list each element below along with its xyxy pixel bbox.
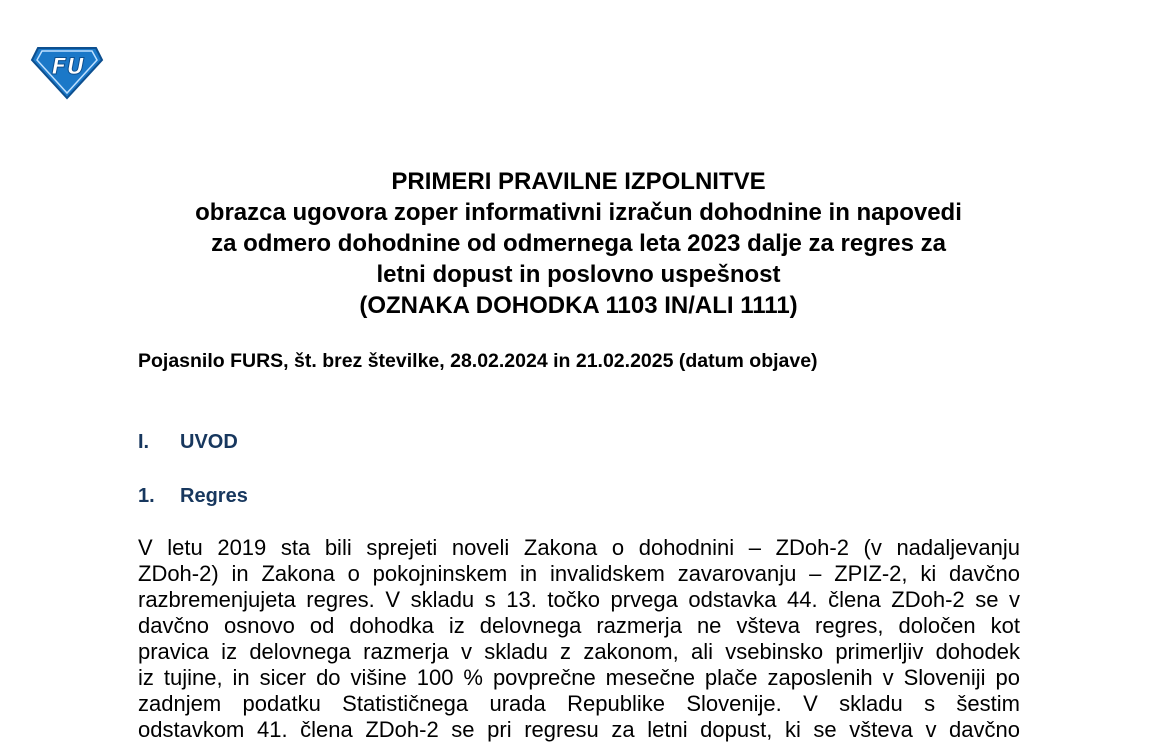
section-number: I.	[138, 431, 150, 453]
title-line-5: (OZNAKA DOHODKA 1103 IN/ALI 1111)	[359, 292, 798, 319]
title-line-4: letni dopust in poslovno uspešnost	[376, 261, 781, 288]
title-line-3: za odmero dohodnine od odmernega leta 2023 dalje za regres za	[211, 230, 946, 257]
fu-diamond-logo-icon	[30, 40, 104, 100]
body-line: razbremenjujeta regres. V skladu s 13. točko prvega odstavka 44. člena ZDoh-2 se v	[138, 587, 1020, 612]
body-line: ZDoh-2) in Zakona o pokojninskem in invalidskem zavarovanju – ZPIZ-2, ki davčno	[138, 561, 1020, 586]
section-heading-uvod	[138, 430, 238, 454]
body-line: zadnjem podatku Statističnega urada Republike Slovenije. V skladu s šestim	[138, 691, 1020, 716]
title-line-2: obrazca ugovora zoper informativni izračun dohodnine in napovedi	[195, 199, 962, 226]
body-line: V letu 2019 sta bili sprejeti noveli Zakona o dohodnini – ZDoh-2 (v nadaljevanju	[138, 535, 1020, 560]
body-line: pravica iz delovnega razmerja v skladu z zakonom, ali vsebinsko primerljiv dohodek	[138, 639, 1020, 664]
body-line: davčno osnovo od dohodka iz delovnega razmerja ne všteva regres, določen kot	[138, 613, 1020, 638]
body-paragraph	[138, 535, 1020, 743]
section-heading-regres	[138, 484, 248, 508]
section-number: 1.	[138, 485, 155, 507]
document-title	[0, 166, 1157, 321]
section-label: UVOD	[180, 431, 238, 453]
section-label: Regres	[180, 485, 248, 507]
document-subtitle: Pojasnilo FURS, št. brez številke, 28.02.2024 in 21.02.2025 (datum objave)	[138, 350, 818, 372]
logo-lettering: FU	[51, 55, 85, 80]
title-line-1: PRIMERI PRAVILNE IZPOLNITVE	[391, 168, 766, 195]
body-line: iz tujine, in sicer do višine 100 % povprečne mesečne plače zaposlenih v Sloveniji po	[138, 665, 1020, 690]
body-line: odstavkom 41. člena ZDoh-2 se pri regresu za letni dopust, ki se všteva v davčno	[138, 717, 1020, 742]
